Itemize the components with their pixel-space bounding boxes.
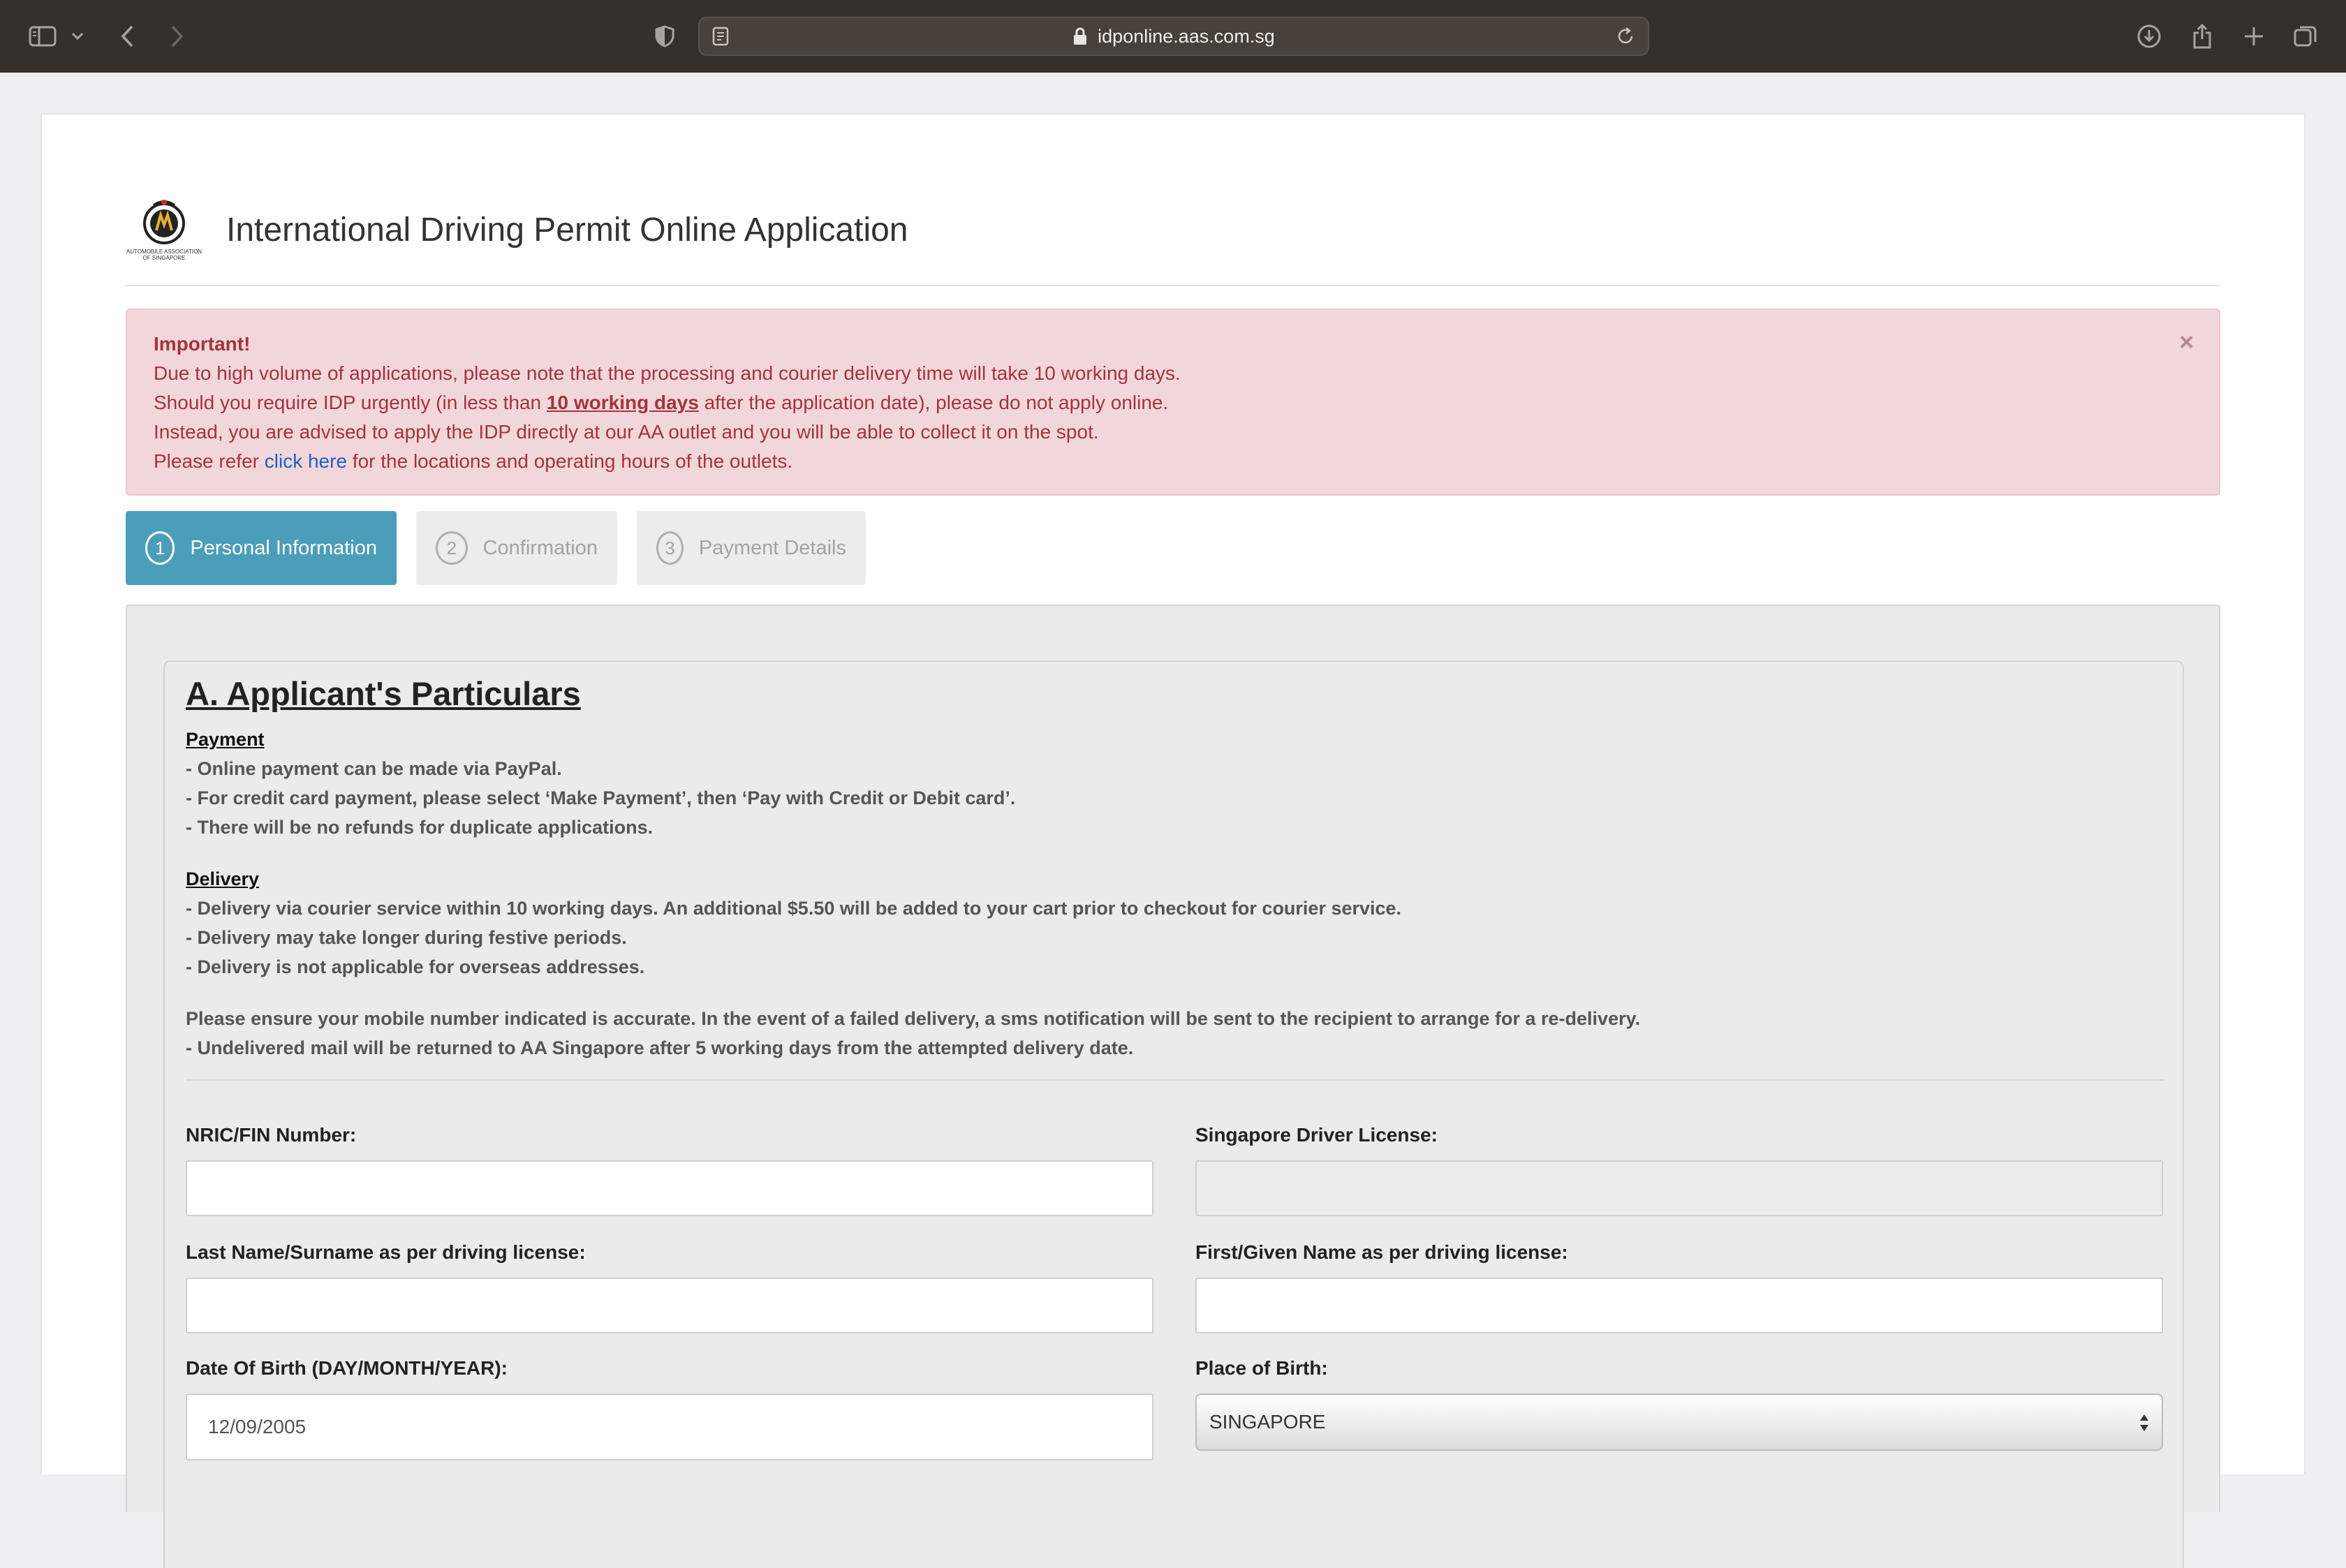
step-confirmation[interactable] [416,511,617,585]
selected-value: SINGAPORE [1209,1411,1326,1433]
outlets-link[interactable]: click here [264,450,348,472]
undelivered-notice: - Undelivered mail will be returned to AA Singapore after 5 working days from the attempted delivery date. [186,1037,1134,1058]
step-label: Payment Details [698,536,846,559]
select-arrows-icon [2139,1412,2149,1434]
place-of-birth-select[interactable] [1195,1393,2163,1451]
alert-emphasis: 10 working days [546,392,699,413]
reload-icon[interactable] [1616,27,1635,46]
place-of-birth-label: Place of Birth: [1195,1357,1328,1379]
forward-icon[interactable] [165,0,190,73]
payment-line: - There will be no refunds for duplicate applications. [186,817,654,838]
share-icon[interactable] [2188,0,2216,73]
alert-text: after the application date), please do not apply online. [698,392,1169,413]
step-number: 3 [656,531,684,565]
divider [186,1079,2164,1081]
delivery-heading: Delivery [186,868,260,889]
step-personal-information[interactable] [126,511,397,585]
page-card [40,113,2306,1474]
new-tab-icon[interactable] [2240,0,2268,73]
first-name-label: First/Given Name as per driving license: [1195,1241,1568,1263]
page-title: International Driving Permit Online Application [226,212,908,249]
delivery-line: - Delivery is not applicable for overseas addresses. [186,956,645,977]
alert-line-2 [154,388,2192,417]
payment-line: - For credit card payment, please select ‘Make Payment’, then ‘Pay with Credit or Debit card’. [186,787,1016,808]
browser-toolbar [0,0,2346,73]
payment-line: - Online payment can be made via PayPal. [186,758,562,779]
last-name-label: Last Name/Surname as per driving license: [186,1241,586,1263]
download-icon[interactable] [2135,0,2163,73]
step-number: 2 [436,531,468,565]
privacy-shield-icon[interactable] [652,0,677,73]
delivery-line: - Delivery may take longer during festive periods. [186,927,627,948]
logo-text: AUTOMOBILE ASSOCIATION OF SINGAPORE [126,249,202,261]
alert-text: for the locations and operating hours of the outlets. [347,450,793,472]
lock-icon [1072,27,1088,45]
dob-input[interactable]: 12/09/2005 [186,1393,1153,1460]
applicant-particulars-section [163,660,2184,1568]
close-icon[interactable]: × [2178,327,2194,356]
alert-line-4 [154,447,2192,476]
driver-license-label: Singapore Driver License: [1195,1124,1438,1146]
first-name-input[interactable] [1195,1278,2163,1333]
step-payment-details[interactable] [637,511,866,585]
payment-heading: Payment [186,729,265,750]
address-bar[interactable] [698,17,1649,56]
alert-line-3: Instead, you are advised to apply the IDP directly at our AA outlet and you will be able to collect it on the spot. [154,421,1099,443]
mobile-notice: Please ensure your mobile number indicated is accurate. In the event of a failed delivery, a sms notification will be sent to the recipient to arrange for a re-delivery. [186,1008,1641,1029]
sidebar-icon[interactable] [27,0,59,73]
page-header [126,198,2220,286]
dob-label: Date Of Birth (DAY/MONTH/YEAR): [186,1357,508,1379]
aa-singapore-logo [126,198,202,262]
step-label: Confirmation [482,536,598,559]
alert-text: Please refer [154,450,265,472]
last-name-input[interactable] [186,1278,1153,1333]
step-number: 1 [145,531,175,565]
chevron-down-icon[interactable] [68,0,87,73]
alert-text: Should you require IDP urgently (in less than [154,392,547,413]
important-alert [126,309,2220,496]
url-text: idponline.aas.com.sg [1098,25,1275,47]
section-title: A. Applicant's Particulars [186,675,581,712]
back-icon[interactable] [115,0,140,73]
driver-license-input[interactable] [1195,1160,2163,1216]
nric-label: NRIC/FIN Number: [186,1124,357,1146]
nric-input[interactable] [186,1160,1153,1216]
alert-line-1: Due to high volume of applications, please note that the processing and courier delivery time will take 10 working days. [154,362,1181,384]
delivery-line: - Delivery via courier service within 10 working days. An additional $5.50 will be added to your cart prior to checkout for courier service. [186,898,1402,919]
tab-overview-icon[interactable] [2292,0,2319,73]
form-panel [126,605,2220,1512]
step-label: Personal Information [190,536,377,559]
alert-heading: Important! [154,333,251,355]
